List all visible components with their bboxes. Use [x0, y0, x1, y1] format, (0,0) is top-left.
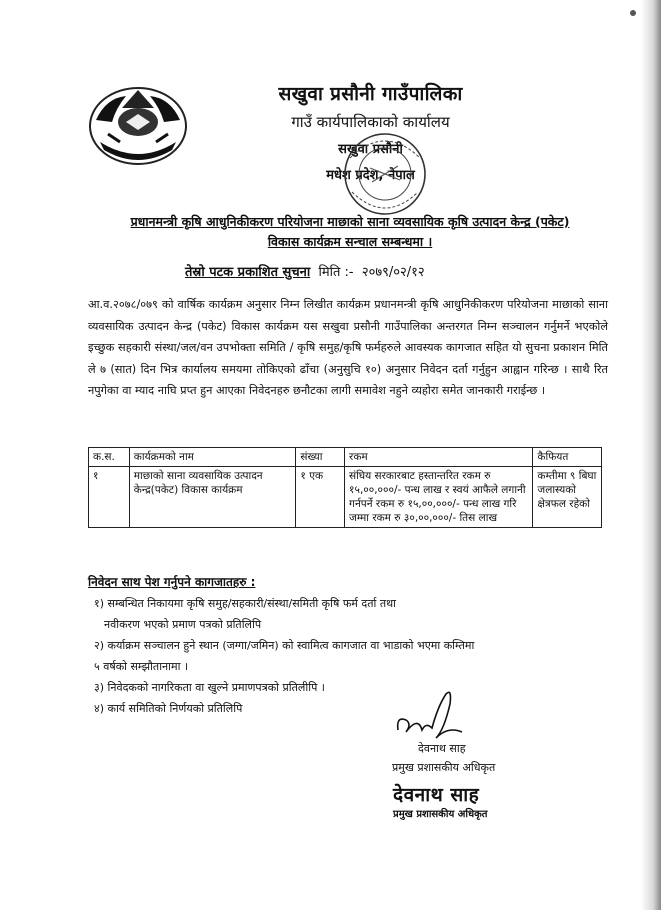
scan-dot: [630, 10, 636, 16]
list-item: १) सम्बन्धित निकायमा कृषि समुह/सहकारी/संस्था/समिती कृषि फर्म दर्ता तथा: [94, 597, 396, 610]
cell-program-name: माछाको साना व्यवसायिक उत्पादन केन्द्र(पकेट) विकास कार्यक्रम: [129, 467, 296, 528]
notice-date: २०७९/०२/१२: [361, 265, 425, 280]
col-program-name: कार्यक्रमको नाम: [129, 448, 296, 467]
list-item: २) कर्याक्रम सञ्चालन हुने स्थान (जग्गा/जमिन) को स्वामित्व कागजात वा भाडाको भएमा कम्तिमा: [94, 639, 475, 652]
col-serial: क.स.: [89, 448, 130, 467]
signer-name: देवनाथ साह: [418, 742, 466, 755]
notice-subject: [100, 212, 600, 252]
cell-serial: १: [89, 467, 130, 528]
handwritten-signature: [392, 686, 472, 746]
name-stamp-title: प्रमुख प्रशासकीय अधिकृत: [393, 809, 488, 820]
table-header-row: [89, 448, 602, 467]
notice-heading: [185, 262, 425, 280]
office-place: सखुवा प्रसौनी: [338, 142, 403, 157]
date-label: मिति :-: [318, 265, 354, 280]
col-count: संख्या: [296, 448, 345, 467]
office-stamp: [330, 128, 440, 220]
province-name: मधेश प्रदेश, नेपाल: [326, 168, 415, 183]
subject-line-2: विकास कार्यक्रम सन्चाल सम्बन्धमा ।: [267, 234, 433, 249]
subject-line-1: प्रधानमन्त्री कृषि आधुनिकीकरण परियोजना माछाको साना व्यवसायिक कृषि उत्पादन केन्द्र (पकेट): [130, 214, 570, 229]
notice-title: तेस्रो पटक प्रकाशित सुचना: [185, 265, 311, 280]
list-item: ४) कार्य समितिको निर्णयको प्रतिलिपि: [94, 702, 243, 715]
documents-title: निवेदन साथ पेश गर्नुपने कागजातहरु :: [88, 575, 256, 589]
municipality-name: सखुवा प्रसौनी गाउँपालिका: [278, 83, 463, 105]
list-item: ५ वर्षको सम्झौतानामा ।: [94, 660, 189, 673]
documents-list: [88, 593, 608, 719]
list-item: ३) निवेदकको नागरिकता वा खुल्ने प्रमाणपत्रको प्रतिलीपि ।: [94, 681, 325, 694]
cell-count: १ एक: [296, 467, 345, 528]
signer-title: प्रमुख प्रशासकीय अधिकृत: [392, 761, 496, 774]
office-name: गाउँ कार्यपालिकाको कार्यालय: [291, 113, 450, 131]
cell-remarks: कम्तीमा ९ बिघा जलास्यको क्षेत्रफल रहेको: [533, 467, 602, 528]
col-remarks: कैफियत: [533, 448, 602, 467]
program-table: [88, 447, 602, 528]
scan-edge-shadow: [641, 0, 661, 910]
list-item: नवीकरण भएको प्रमाण पत्रको प्रतिलिपि: [104, 618, 262, 631]
notice-body: आ.व.२०७८/०७९ को वार्षिक कार्यक्रम अनुसार निम्न लिखीत कार्यक्रम प्रधानमन्त्री कृषि आधुनिकीकरण परियोजना माछाको साना व्यवसायिक उत्पादन केन्द्र (पकेट) विकास कार्यक्रम यस सखुवा प्रसौनी गाउँपालिका अन्तरगत निम्न सञ्चालन गर्नुमर्ने भएकोले इच्छुक सहकारी संस्था/जल/वन उपभोक्ता समिति / कृषि समुह/कृषि फर्महरुले आवस्यक कागजात सहित यो सुचना प्रकाशन मिति ले ७ (सात) दिन भित्र कार्यालय समयमा तोकिएको ढाँचा (अनुसुचि १०) अनुसार निवेदन दर्ता गर्नुहुन आह्वान गरिन्छ । साथै रित नपुगेका वा म्याद नाघि प्रप्त हुन आएका निवेदनहरु छनौटका लागी समावेश नहुने व्यहोरा समेत जानकारी गराईन्छ ।: [88, 298, 608, 397]
name-stamp: देवनाथ साह: [393, 784, 480, 806]
cell-amount: संघिय सरकारबाट हस्तान्तरित रकम रु १५,००,०००/- पन्ध लाख र स्वयं आफैले लगानी गर्नपर्ने रकम रु १५,००,०००/- पन्ध लाख गरि जम्मा रकम रु ३०,००,०००/- तिस लाख: [345, 467, 533, 528]
col-amount: रकम: [345, 448, 533, 467]
table-row: [89, 467, 602, 528]
